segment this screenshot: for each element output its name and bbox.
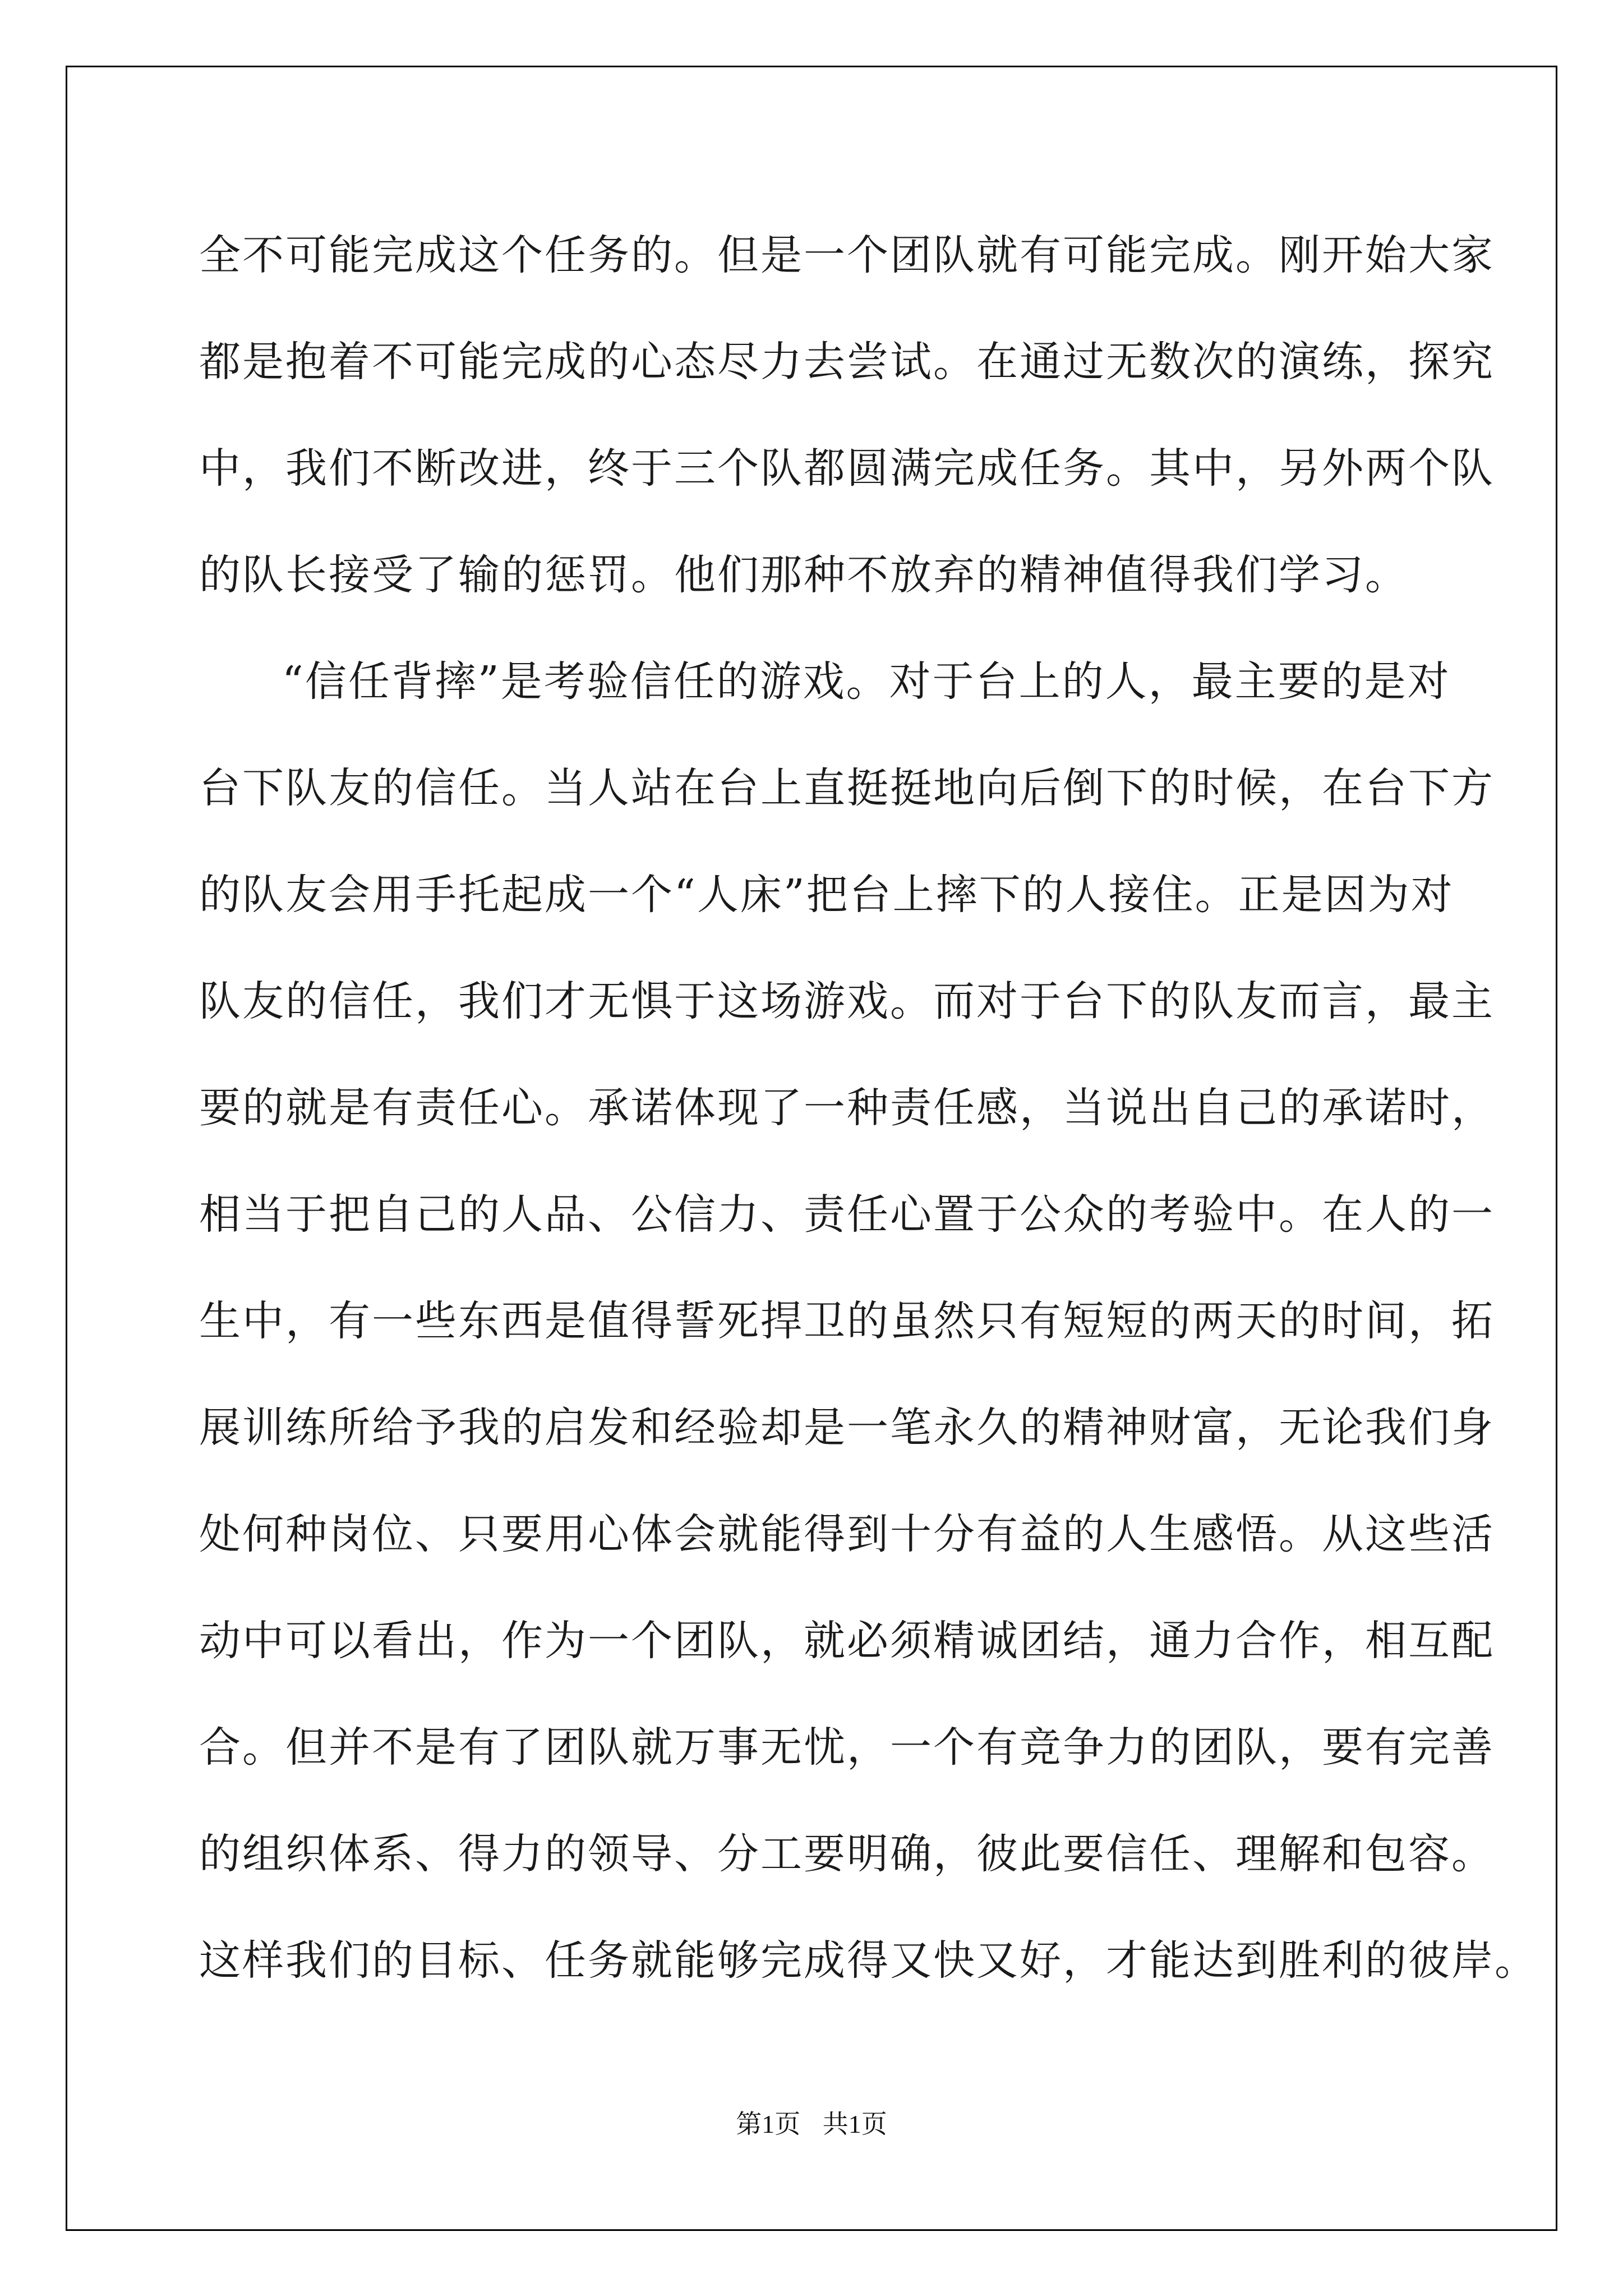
text-line: 台下队友的信任。当人站在台上直挺挺地向后倒下的时候，在台下方	[199, 764, 1495, 812]
text-line: 的组织体系、得力的领导、分工要明确，彼此要信任、理解和包容。	[199, 1830, 1495, 1878]
text-line: “信任背摔”是考验信任的游戏。对于台上的人，最主要的是对	[282, 657, 1451, 706]
text-line: 都是抱着不可能完成的心态尽力去尝试。在通过无数次的演练，探究	[199, 338, 1495, 386]
text-line: 动中可以看出，作为一个团队，就必须精诚团结，通力合作，相互配	[199, 1617, 1495, 1665]
text-line: 要的就是有责任心。承诺体现了一种责任感，当说出自己的承诺时，	[199, 1084, 1495, 1132]
text-line: 中，我们不断改进，终于三个队都圆满完成任务。其中，另外两个队	[199, 444, 1495, 493]
text-line: 队友的信任，我们才无惧于这场游戏。而对于台下的队友而言，最主	[199, 977, 1495, 1025]
text-line: 全不可能完成这个任务的。但是一个团队就有可能完成。刚开始大家	[199, 231, 1495, 279]
text-line: 相当于把自己的人品、公信力、责任心置于公众的考验中。在人的一	[199, 1190, 1495, 1239]
text-line: 合。但并不是有了团队就万事无忧，一个有竞争力的团队，要有完善	[199, 1723, 1495, 1772]
text-line: 展训练所给予我的启发和经验却是一笔永久的精神财富，无论我们身	[199, 1404, 1495, 1452]
text-line: 的队长接受了输的惩罚。他们那种不放弃的精神值得我们学习。	[199, 551, 1408, 599]
page-number: 第1页	[736, 2110, 801, 2138]
text-line: 这样我们的目标、任务就能够完成得又快又好，才能达到胜利的彼岸。	[199, 1936, 1538, 1985]
text-line: 处何种岗位、只要用心体会就能得到十分有益的人生感悟。从这些活	[199, 1510, 1495, 1558]
text-line: 生中，有一些东西是值得誓死捍卫的虽然只有短短的两天的时间，拓	[199, 1297, 1495, 1345]
page-total: 共1页	[822, 2110, 887, 2138]
text-line: 的队友会用手托起成一个“人床”把台上摔下的人接住。正是因为对	[199, 871, 1454, 919]
document-body	[199, 202, 1538, 2014]
page-footer	[0, 2104, 1623, 2141]
